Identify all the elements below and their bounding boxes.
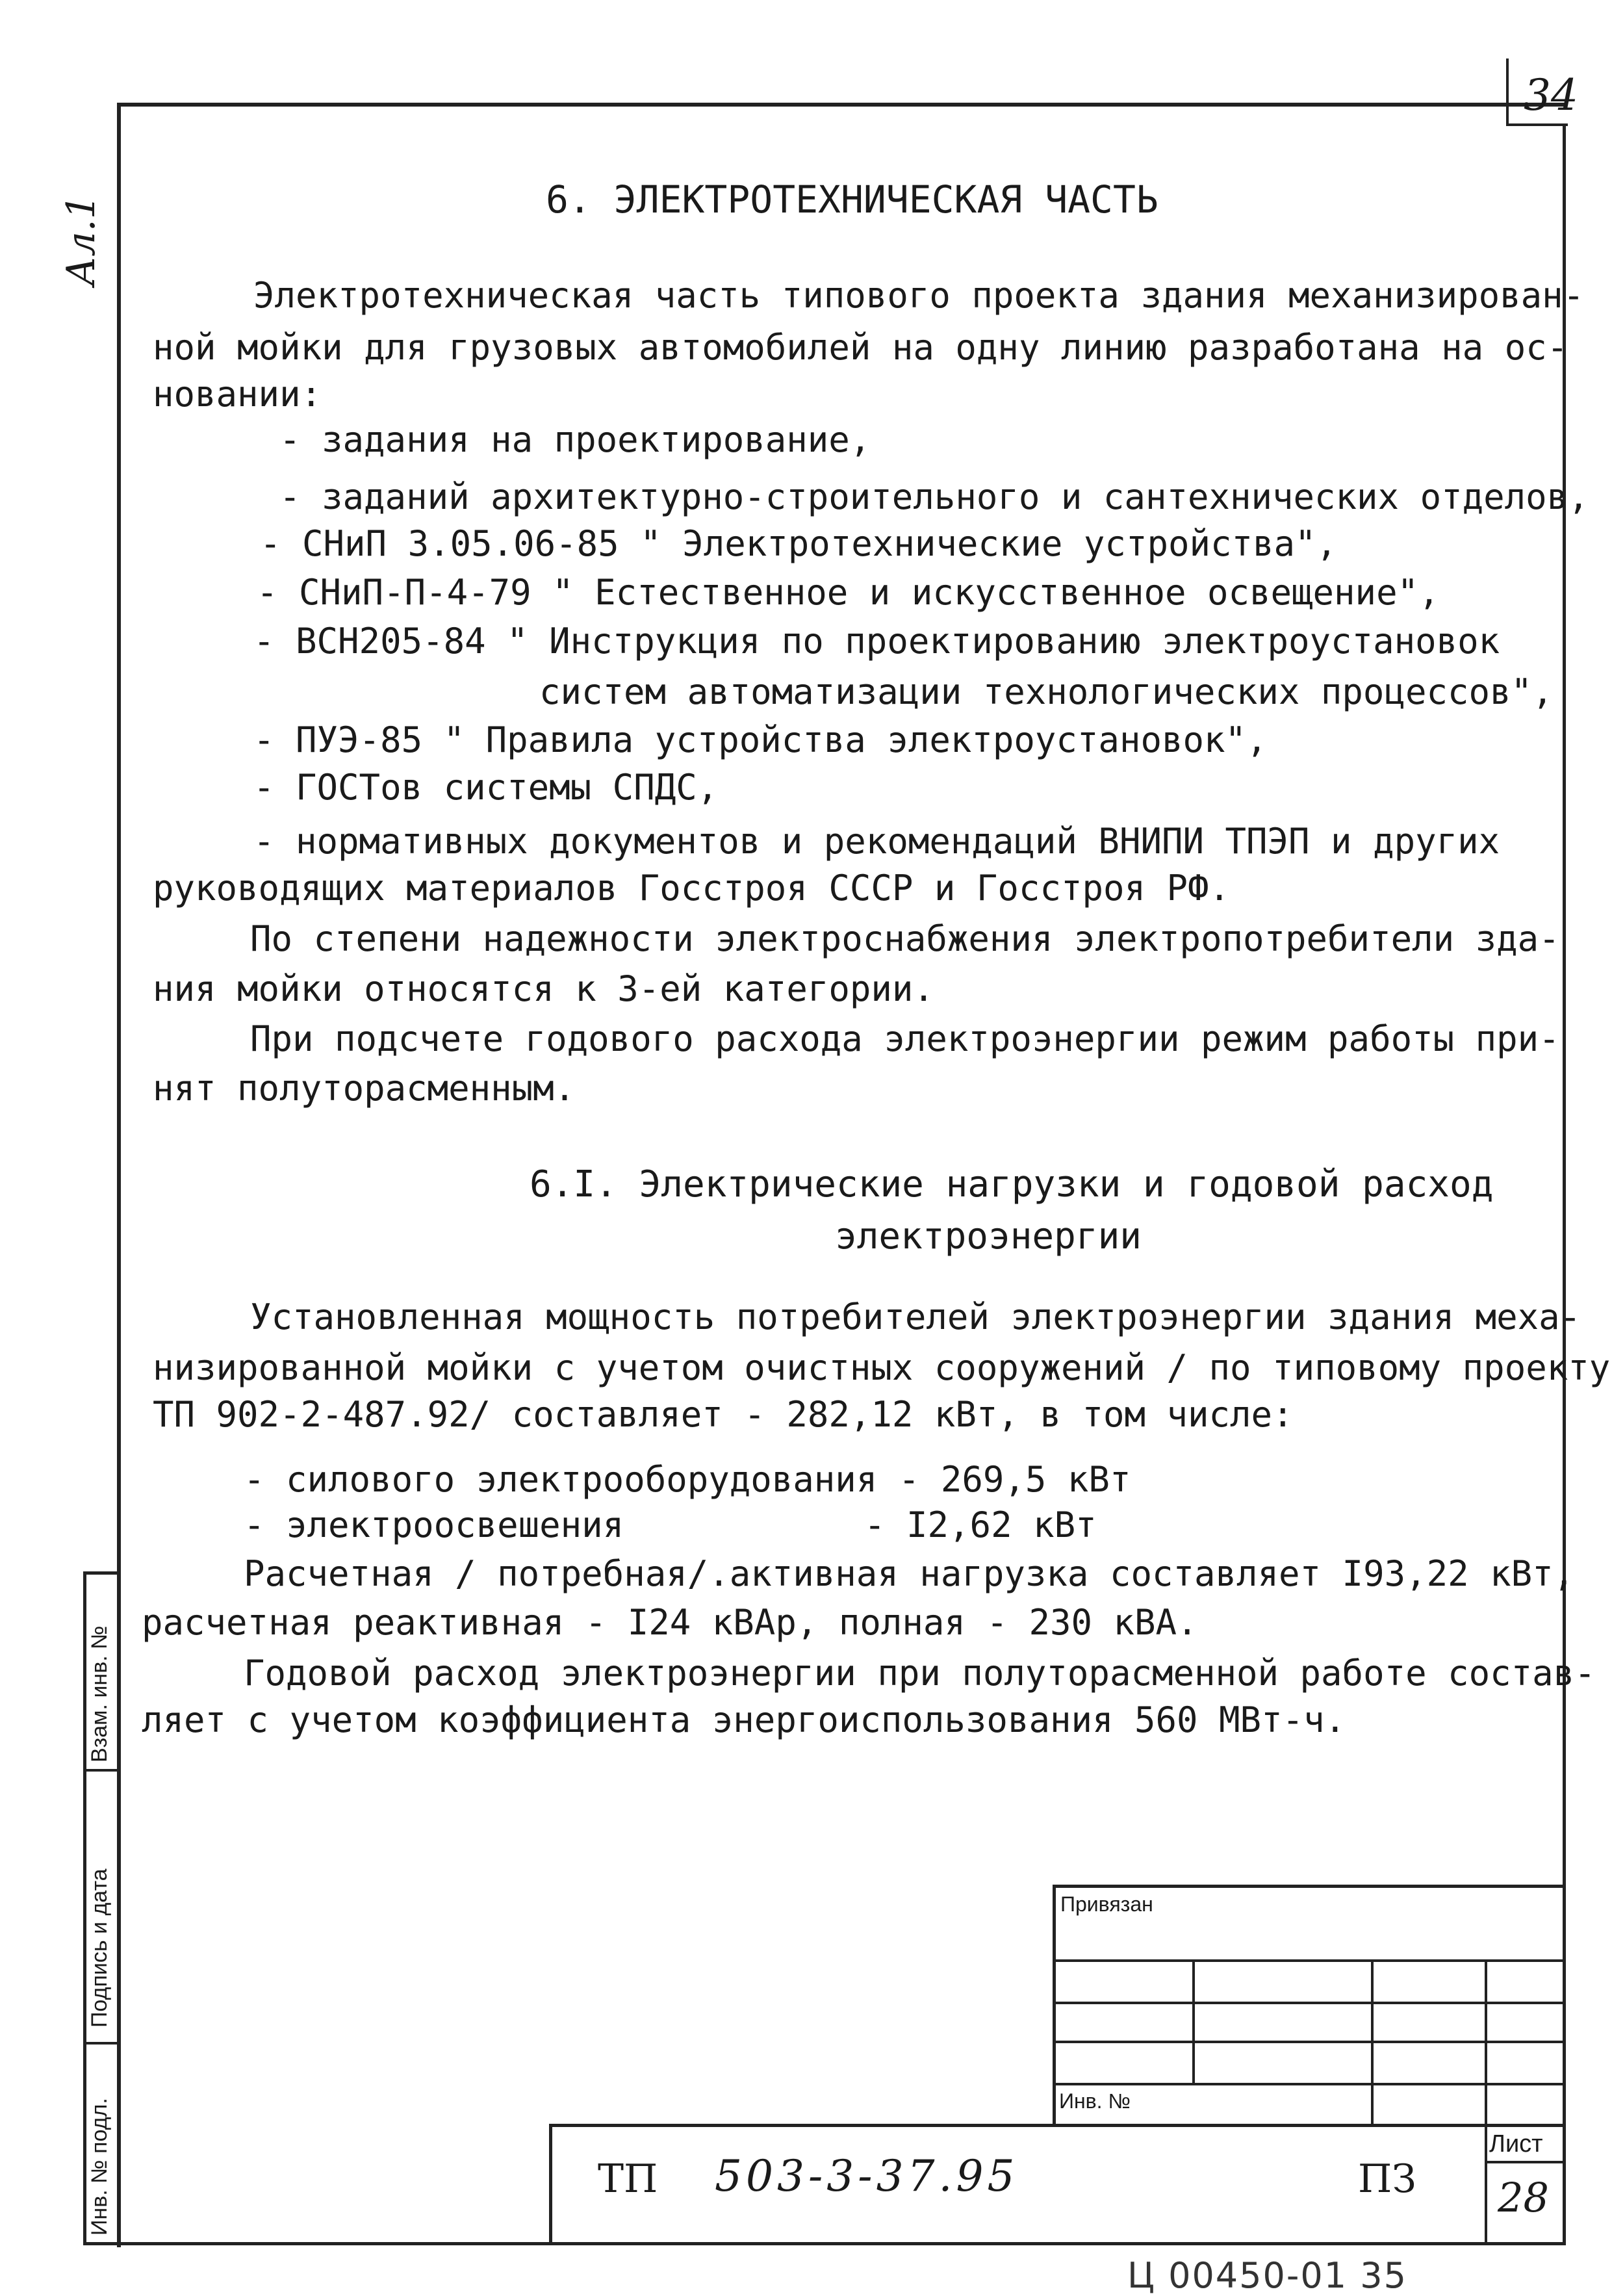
doc-type: ПЗ	[1358, 2156, 1416, 2202]
list-item-value: - I2,62 кВт	[864, 1504, 1097, 1545]
frame-top	[117, 103, 1566, 107]
sheet-number: 28	[1498, 2174, 1549, 2221]
corner-line-h	[1506, 123, 1568, 126]
page-number: 34	[1524, 70, 1578, 120]
title-block-divider	[1485, 2124, 1487, 2242]
strip-podpis-label: Подпись и дата	[87, 1868, 112, 2028]
strip-inv-label: Инв. № подл.	[87, 2098, 112, 2236]
list-item: - ГОСТов системы СПДС,	[253, 767, 719, 808]
side-mark: Ал.1	[58, 194, 104, 286]
doc-code: ТП	[598, 2156, 658, 2202]
text-line: ТП 902-2-487.92/ составляет - 282,12 кВт, в том числе:	[153, 1394, 1294, 1435]
list-item: - ПУЭ-85 " Правила устройства электроустановок",	[253, 719, 1268, 760]
list-item: - СНиП 3.05.06-85 " Электротехнические устройства",	[260, 523, 1338, 564]
title-block-divider-h	[1485, 2161, 1563, 2163]
stamp-col-line	[1371, 1959, 1374, 2124]
text-line: ной мойки для грузовых автомобилей на одну линию разработана на ос-	[153, 327, 1568, 368]
text-line: нят полуторасменным.	[153, 1068, 576, 1109]
list-item: - нормативных документов и рекомендаций ВНИПИ ТПЭП и других	[253, 821, 1500, 862]
stamp-col-line	[1485, 1959, 1487, 2124]
subsection-heading: 6.I. Электрические нагрузки и годовой расход	[530, 1163, 1494, 1206]
text-line: Электротехническая часть типового проекта здания механизирован-	[253, 275, 1585, 316]
text-line: руководящих материалов Госстроя СССР и Госстроя РФ.	[153, 868, 1231, 909]
text-line: новании:	[153, 374, 322, 415]
text-line: При подсчете годового расхода электроэнергии режим работы при-	[250, 1018, 1560, 1059]
corner-line-v	[1506, 58, 1509, 123]
text-line: Годовой расход электроэнергии при полуторасменной работе состав-	[244, 1653, 1596, 1694]
stamp-inv-label: Инв. №	[1059, 2089, 1131, 2113]
strip-vzam-label: Взам. инв. №	[87, 1625, 112, 1762]
text-line: ляет с учетом коэффициента энергоиспользования 560 МВт-ч.	[142, 1699, 1346, 1740]
list-item: - электроосвешения	[244, 1504, 624, 1545]
text-line: ния мойки относятся к 3-ей категории.	[153, 968, 934, 1009]
stamp-col-line	[1192, 1959, 1195, 2083]
strip-divider	[83, 2042, 117, 2044]
text-line: Расчетная / потребная/.активная нагрузка составляет I93,22 кВт,	[244, 1553, 1575, 1594]
text-line: низированной мойки с учетом очистных сооружений / по типовому проекту	[153, 1347, 1611, 1388]
list-item: - ВСН205-84 " Инструкция по проектированию электроустановок	[253, 621, 1500, 662]
list-item-cont: систем автоматизации технологических процессов",	[539, 671, 1554, 712]
stamp-privyazan-label: Привязан	[1060, 1892, 1153, 1916]
text-line: расчетная реактивная - I24 кВАр, полная - 230 кВА.	[142, 1602, 1198, 1643]
doc-number: 503-3-37.95	[715, 2151, 1019, 2201]
section-heading: 6. ЭЛЕКТРОТЕХНИЧЕСКАЯ ЧАСТЬ	[546, 177, 1158, 222]
list-item: - силового электрооборудования - 269,5 кВт	[244, 1459, 1131, 1500]
list-item: - заданий архитектурно-строительного и сантехнических отделов,	[279, 476, 1589, 517]
text-line: Установленная мощность потребителей электроэнергии здания меха-	[250, 1296, 1581, 1337]
archive-number: Ц 00450-01 35	[1127, 2255, 1407, 2296]
strip-divider	[83, 1769, 117, 1772]
subsection-heading-cont: электроэнергии	[835, 1215, 1142, 1258]
sheet-label: Лист	[1489, 2130, 1543, 2158]
list-item: - СНиП-П-4-79 " Естественное и искусственное освещение",	[257, 572, 1440, 613]
list-item: - задания на проектирование,	[279, 419, 871, 460]
text-line: По степени надежности электроснабжения электропотребители зда-	[250, 918, 1560, 959]
